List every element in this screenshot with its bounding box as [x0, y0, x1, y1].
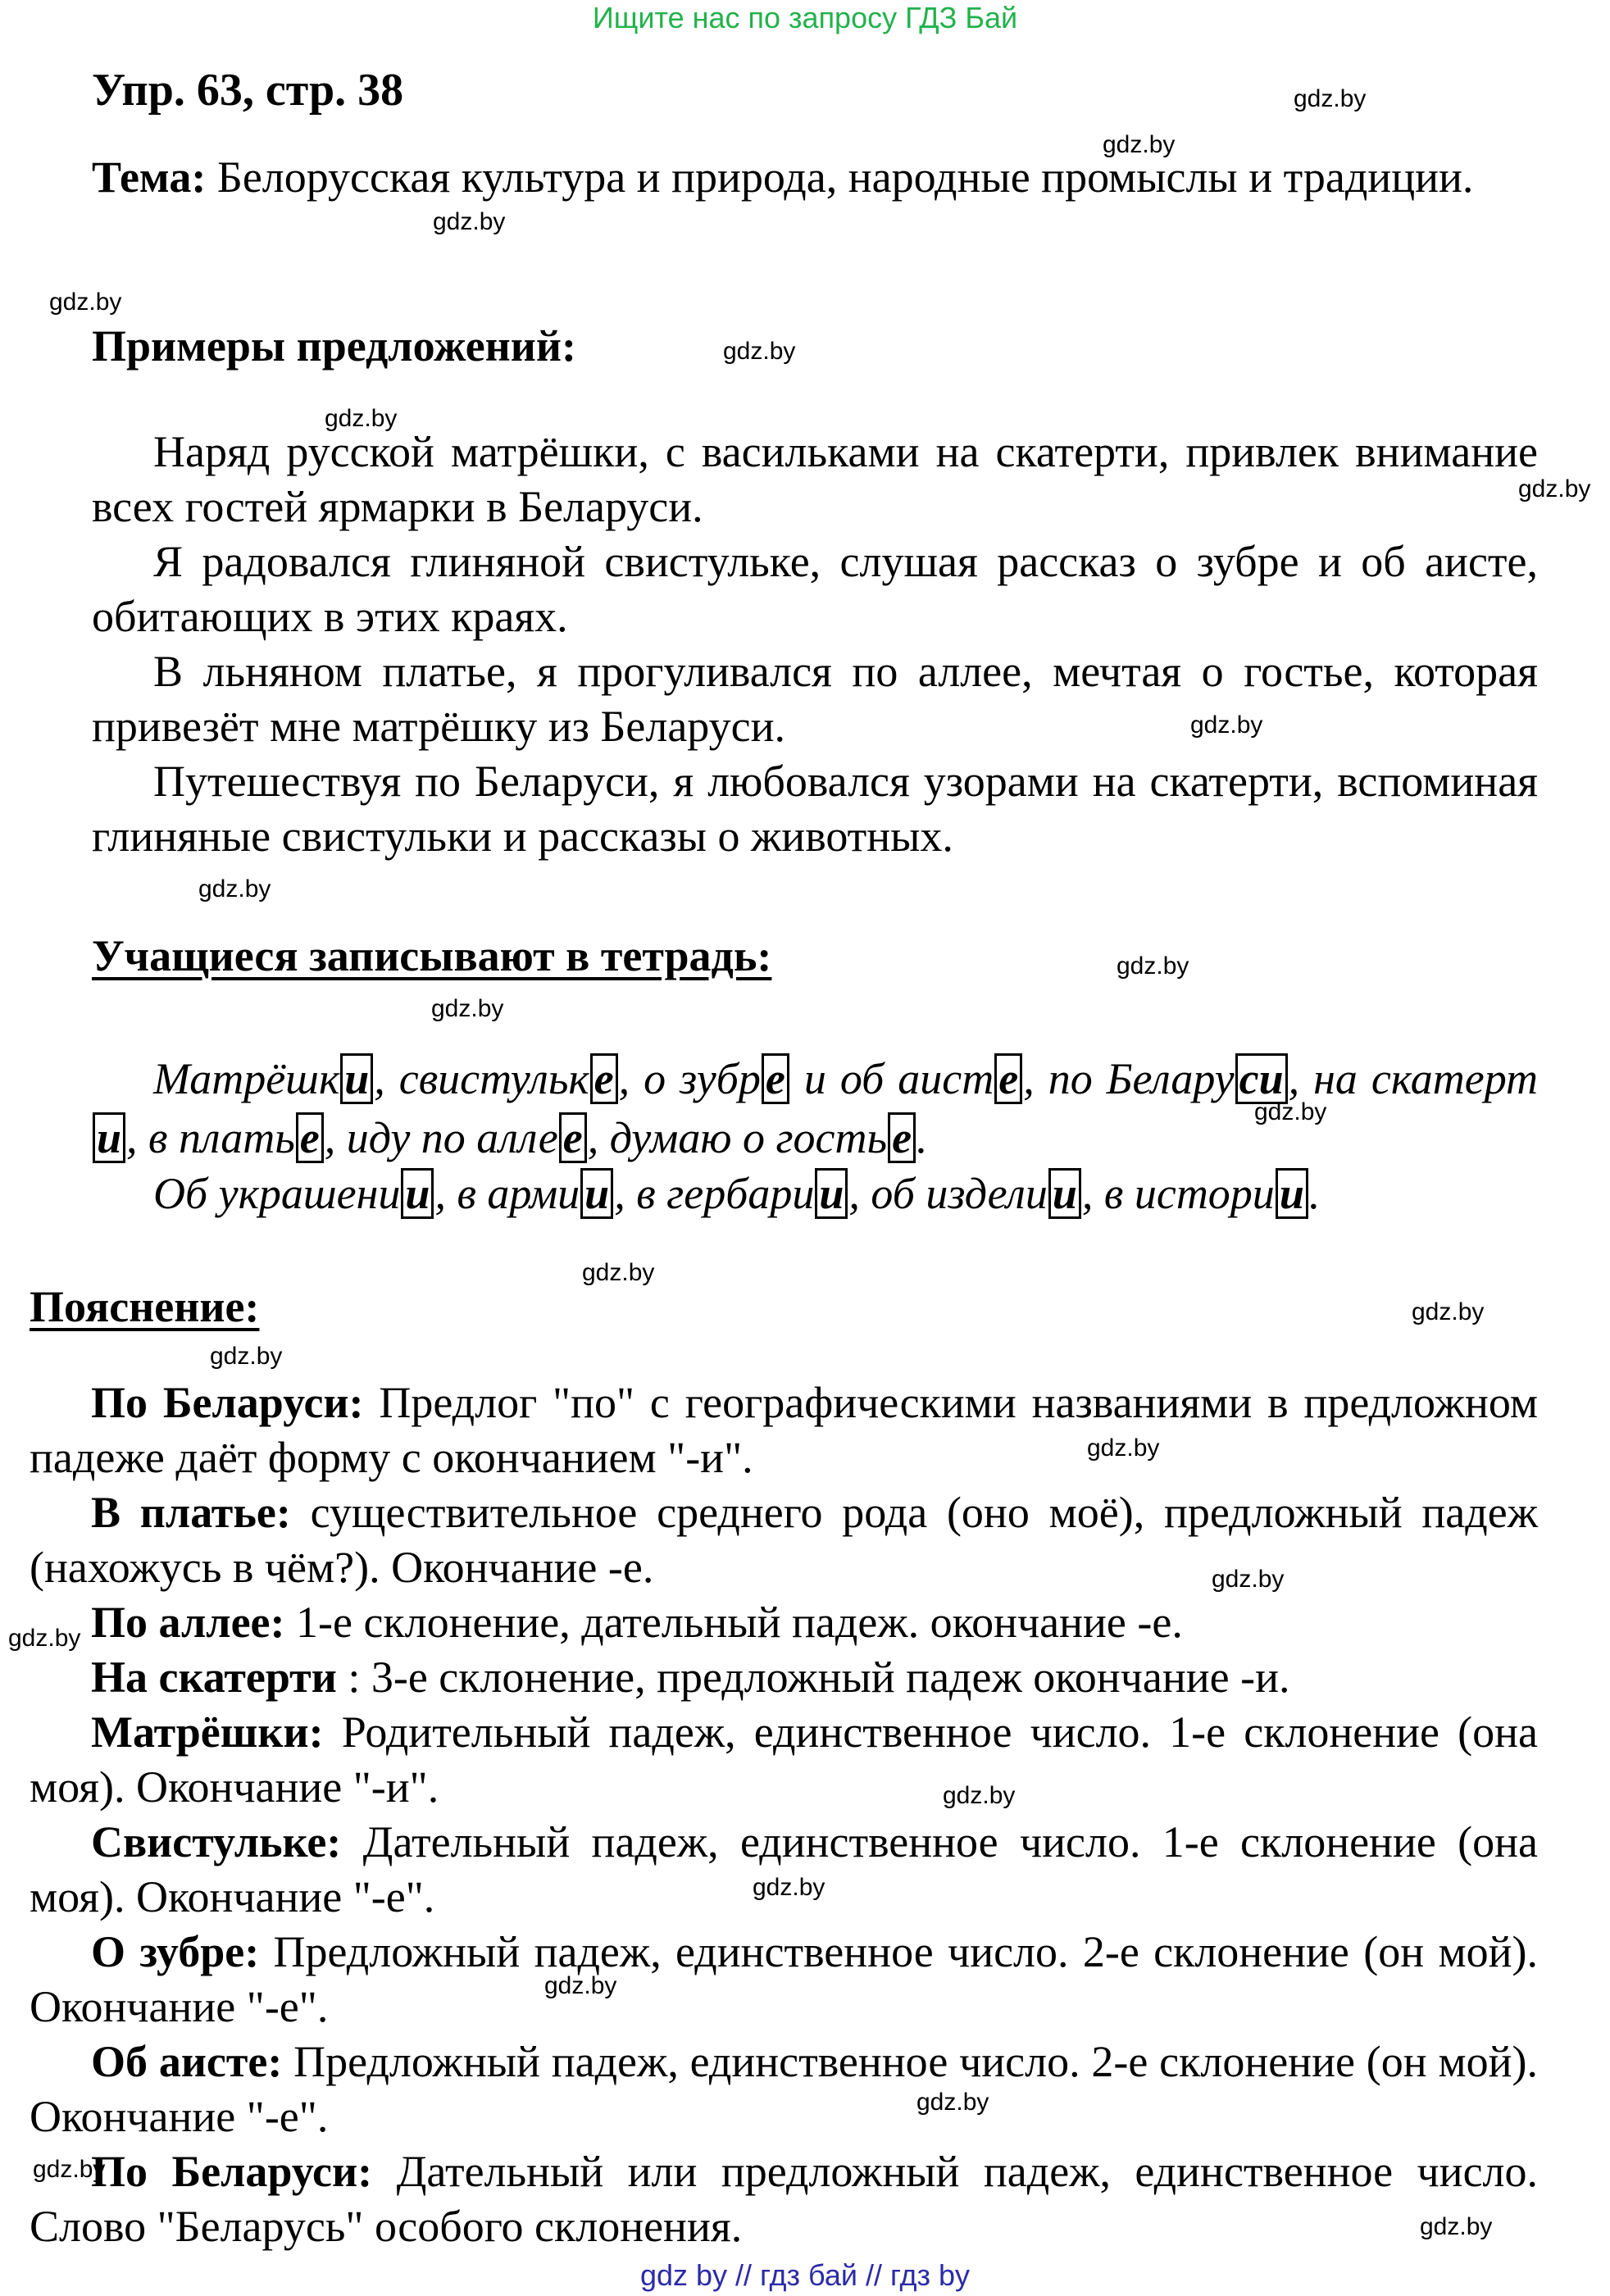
explanation-item [30, 1705, 1538, 1815]
explanation-term: Свистульке: [91, 1817, 342, 1866]
watermark: gdz.by [723, 338, 796, 365]
watermark: gdz.by [1190, 712, 1263, 739]
explanation-term: По аллее: [91, 1598, 285, 1647]
footer-links[interactable]: gdz by // гдз бай // гдз by [639, 2258, 971, 2292]
explanation-term: По Беларуси: [91, 2147, 373, 2196]
watermark: gdz.by [433, 208, 506, 235]
punctuation: . [916, 1113, 928, 1162]
word-stem: , в арми [434, 1169, 580, 1218]
ending-box: си [1235, 1053, 1288, 1104]
word-stem: , в плать [126, 1113, 295, 1162]
examples-block [92, 425, 1538, 864]
ending-box: и [815, 1168, 848, 1219]
theme-paragraph [92, 150, 1538, 205]
watermark: gdz.by [544, 1972, 617, 1999]
theme-label: Тема: [92, 152, 207, 202]
watermark: gdz.by [325, 405, 398, 432]
ending-box: и [340, 1053, 373, 1104]
explanation-term: О зубре: [91, 1927, 260, 1976]
watermark: gdz.by [1087, 1434, 1160, 1462]
watermark: gdz.by [33, 2156, 106, 2183]
word-stem: , по Белару [1023, 1054, 1235, 1103]
ending-box: и [580, 1168, 613, 1219]
explanation-text: Дательный падеж, единственное число. 1-е склонение (она моя). Окончание "-е". [30, 1817, 1538, 1921]
explanation-text: Родительный падеж, единственное число. 1-е склонение (она моя). Окончание "-и". [30, 1707, 1538, 1812]
punctuation: . [1308, 1169, 1321, 1218]
examples-heading: Примеры предложений: [92, 321, 576, 371]
watermark: gdz.by [431, 995, 504, 1022]
watermark: gdz.by [943, 1782, 1016, 1809]
ending-box: и [1276, 1168, 1308, 1219]
ending-box: и [93, 1112, 125, 1163]
watermark: gdz.by [1254, 1098, 1327, 1125]
word-stem: Матрёшк [153, 1054, 340, 1103]
watermark: gdz.by [1117, 952, 1189, 980]
explanation-text: Дательный или предложный падеж, единственное число. Слово "Беларусь" особого склонения. [30, 2147, 1538, 2251]
explanation-item [30, 1815, 1538, 1925]
word-stem: , на скатерт [1288, 1054, 1539, 1103]
word-stem: , думаю о гость [587, 1113, 888, 1162]
explanation-term: В платье: [91, 1488, 291, 1537]
explanation-item [30, 2035, 1538, 2144]
watermark: gdz.by [1103, 131, 1176, 158]
ending-box: и [1048, 1168, 1081, 1219]
word-stem: и об аист [789, 1054, 994, 1103]
watermark: gdz.by [198, 875, 271, 902]
watermark: gdz.by [8, 1625, 81, 1652]
watermark: gdz.by [1212, 1566, 1285, 1593]
watermark: gdz.by [753, 1874, 825, 1901]
explanation-text: существительное среднего рода (оно моё), предложный падеж (нахожусь в чём?). Окончание -е. [30, 1488, 1539, 1592]
explanations-block [30, 1375, 1538, 2254]
ending-box: е [994, 1053, 1022, 1104]
notebook-line-2 [92, 1164, 1538, 1223]
word-stem: , в истори [1081, 1169, 1275, 1218]
explanation-text: Предлог "по" с географическими названиями в предложном падеже даёт форму с окончанием "-и". [30, 1378, 1539, 1482]
explanation-item [30, 2144, 1538, 2254]
explanation-term: Матрёшки: [91, 1707, 324, 1757]
example-sentence: Наряд русской матрёшки, с васильками на скатерти, привлек внимание всех гостей ярмарки в Беларуси. [92, 427, 1538, 531]
explanation-item [30, 1650, 1538, 1705]
explanation-term: На скатерти [91, 1653, 337, 1702]
watermark: gdz.by [1420, 2213, 1493, 2240]
watermark: gdz.by [1294, 85, 1367, 112]
ending-box: е [296, 1112, 324, 1163]
ending-box: и [401, 1168, 434, 1219]
watermark: gdz.by [210, 1343, 283, 1370]
word-stem: , иду по алле [324, 1113, 558, 1162]
explanation-text: Предложный падеж, единственное число. 2-е склонение (он мой). Окончание "-е". [30, 2037, 1538, 2141]
word-stem: , о зубр [618, 1054, 761, 1103]
ending-box: е [888, 1112, 916, 1163]
ending-box: е [559, 1112, 587, 1163]
explanation-heading: Пояснение: [30, 1282, 260, 1331]
word-stem: , об издели [848, 1169, 1048, 1218]
theme-text: Белорусская культура и природа, народные промыслы и традиции. [206, 152, 1474, 202]
watermark: gdz.by [49, 289, 122, 316]
example-sentence: Путешествуя по Беларуси, я любовался узорами на скатерти, вспоминая глиняные свистульки и рассказы о животных. [92, 757, 1538, 861]
watermark: gdz.by [582, 1259, 655, 1286]
word-stem: , в гербари [614, 1169, 815, 1218]
example-sentence: Я радовался глиняной свистульке, слушая рассказ о зубре и об аисте, обитающих в этих краях. [92, 537, 1538, 641]
top-banner[interactable]: Ищите нас по запросу ГДЗ Бай [592, 1, 1018, 34]
explanation-text: : 3-е склонение, предложный падеж окончание -и. [336, 1653, 1290, 1702]
ending-box: е [762, 1053, 789, 1104]
exercise-title: Упр. 63, стр. 38 [92, 65, 404, 116]
explanation-term: По Беларуси: [91, 1378, 364, 1427]
word-stem: Об украшени [153, 1169, 401, 1218]
explanation-item [30, 1485, 1538, 1595]
explanation-term: Об аисте: [91, 2037, 283, 2086]
word-stem: , свистульк [374, 1054, 589, 1103]
notebook-heading: Учащиеся записывают в тетрадь: [92, 931, 772, 980]
explanation-item [30, 1595, 1538, 1650]
watermark: gdz.by [1412, 1298, 1485, 1325]
explanation-text: 1-е склонение, дательный падеж. окончание -е. [284, 1598, 1183, 1647]
explanation-item [30, 1375, 1538, 1485]
watermark: gdz.by [1518, 475, 1591, 502]
explanation-text: Предложный падеж, единственное число. 2-е склонение (он мой). Окончание "-е". [30, 1927, 1539, 2031]
ending-box: е [590, 1053, 618, 1104]
example-sentence: В льняном платье, я прогуливался по аллее, мечтая о гостье, которая привезёт мне матрёшку из Беларуси. [92, 647, 1538, 751]
watermark: gdz.by [916, 2089, 989, 2116]
explanation-item [30, 1925, 1538, 2035]
